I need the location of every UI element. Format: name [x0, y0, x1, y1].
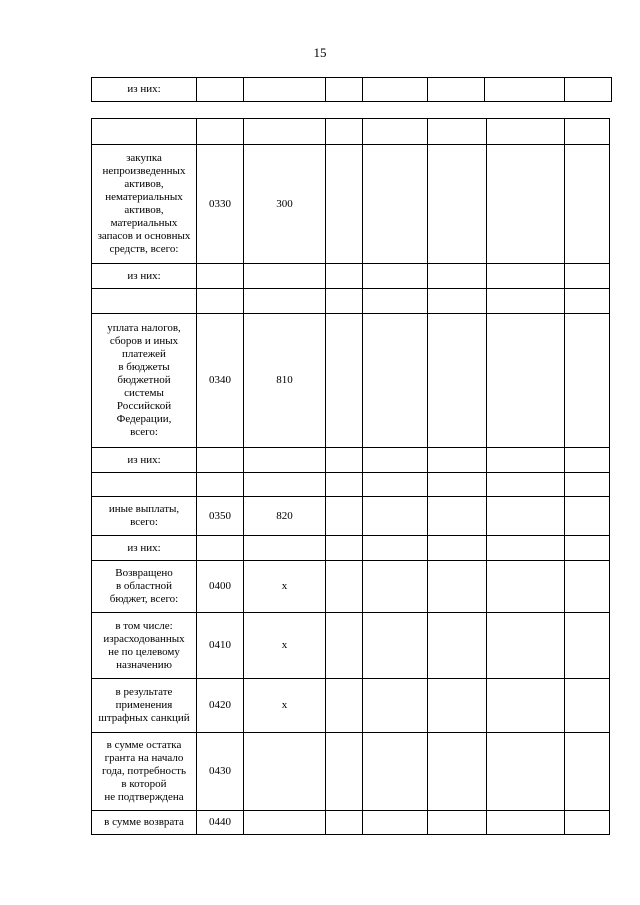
- row-label: [92, 473, 197, 497]
- row-code: [197, 289, 244, 314]
- empty-cell: [363, 497, 428, 536]
- row-code: 0330: [197, 145, 244, 264]
- empty-cell: [363, 811, 428, 835]
- empty-cell: [363, 145, 428, 264]
- row-code: 0340: [197, 314, 244, 448]
- empty-cell: [428, 264, 487, 289]
- table-row: [92, 264, 610, 289]
- empty-cell: [363, 289, 428, 314]
- empty-cell: [565, 448, 610, 473]
- row-label: иные выплаты, всего:: [92, 497, 197, 536]
- row-value: [244, 119, 326, 145]
- row-value: 810: [244, 314, 326, 448]
- empty-cell: [363, 561, 428, 613]
- table-row: [92, 448, 610, 473]
- row-value: x: [244, 561, 326, 613]
- empty-cell: [326, 473, 363, 497]
- row-value: [244, 289, 326, 314]
- empty-cell: [326, 733, 363, 811]
- empty-cell: [565, 679, 610, 733]
- table-row: [92, 289, 610, 314]
- empty-cell: [428, 536, 487, 561]
- row-label: из них:: [92, 448, 197, 473]
- row-code: 0440: [197, 811, 244, 835]
- table-row: [92, 811, 610, 835]
- empty-cell: [428, 733, 487, 811]
- empty-cell: [326, 264, 363, 289]
- empty-cell: [565, 145, 610, 264]
- page-number: 15: [313, 45, 327, 60]
- row-label: уплата налогов, сборов и иных платежей в бюджеты бюджетной системы Российской Федерации, всего:: [92, 314, 197, 448]
- table-row: [92, 561, 610, 613]
- empty-cell: [487, 536, 565, 561]
- table-row: [92, 145, 610, 264]
- empty-cell: [428, 811, 487, 835]
- row-code: 0410: [197, 613, 244, 679]
- empty-cell: [326, 314, 363, 448]
- row-code: 0350: [197, 497, 244, 536]
- row-code: [197, 119, 244, 145]
- empty-cell: [326, 119, 363, 145]
- empty-cell: [326, 613, 363, 679]
- row-code: 0430: [197, 733, 244, 811]
- empty-cell: [565, 473, 610, 497]
- empty-cell: [487, 811, 565, 835]
- empty-cell: [326, 811, 363, 835]
- row-value: [244, 448, 326, 473]
- row-value: x: [244, 613, 326, 679]
- row-code: [197, 448, 244, 473]
- empty-cell: [487, 733, 565, 811]
- table-row: [92, 613, 610, 679]
- empty-cell: [487, 561, 565, 613]
- row-code: 0420: [197, 679, 244, 733]
- empty-cell: [363, 264, 428, 289]
- empty-cell: [428, 613, 487, 679]
- row-code: [197, 473, 244, 497]
- empty-cell: [326, 497, 363, 536]
- row-label: из них:: [92, 78, 197, 102]
- row-value: x: [244, 679, 326, 733]
- empty-cell: [565, 811, 610, 835]
- empty-cell: [565, 561, 610, 613]
- empty-cell: [363, 314, 428, 448]
- row-value: [244, 473, 326, 497]
- row-code: [197, 264, 244, 289]
- row-label: из них:: [92, 264, 197, 289]
- empty-cell: [565, 733, 610, 811]
- empty-cell: [428, 561, 487, 613]
- empty-cell: [565, 613, 610, 679]
- empty-cell: [428, 289, 487, 314]
- table-row: [92, 733, 610, 811]
- empty-cell: [487, 679, 565, 733]
- empty-cell: [428, 448, 487, 473]
- empty-cell: [363, 679, 428, 733]
- empty-cell: [487, 264, 565, 289]
- empty-cell: [487, 613, 565, 679]
- empty-cell: [487, 448, 565, 473]
- row-label: в сумме возврата: [92, 811, 197, 835]
- table-row: [92, 119, 610, 145]
- row-label: в сумме остатка гранта на начало года, потребность в которой не подтверждена: [92, 733, 197, 811]
- row-value: [244, 536, 326, 561]
- empty-cell: [428, 119, 487, 145]
- empty-cell: [565, 289, 610, 314]
- row-label: в том числе: израсходованных не по целевому назначению: [92, 613, 197, 679]
- empty-cell: [326, 145, 363, 264]
- header-fragment-table: [91, 77, 612, 102]
- table-row: [92, 536, 610, 561]
- empty-cell: [565, 264, 610, 289]
- empty-cell: [363, 536, 428, 561]
- row-value: 820: [244, 497, 326, 536]
- empty-cell: [326, 536, 363, 561]
- empty-cell: [487, 473, 565, 497]
- empty-cell: [565, 314, 610, 448]
- empty-cell: [487, 314, 565, 448]
- empty-cell: [428, 497, 487, 536]
- row-label: закупка непроизведенных активов, нематериальных активов, материальных запасов и основных средств, всего:: [92, 145, 197, 264]
- row-value: [244, 264, 326, 289]
- row-label: Возвращено в областной бюджет, всего:: [92, 561, 197, 613]
- empty-cell: [326, 679, 363, 733]
- empty-cell: [363, 119, 428, 145]
- table-row: [92, 473, 610, 497]
- row-label: [92, 119, 197, 145]
- table-row: [92, 679, 610, 733]
- empty-cell: [565, 536, 610, 561]
- empty-cell: [363, 473, 428, 497]
- empty-cell: [487, 289, 565, 314]
- row-code: 0400: [197, 561, 244, 613]
- empty-cell: [487, 145, 565, 264]
- empty-cell: [428, 473, 487, 497]
- empty-cell: [363, 448, 428, 473]
- row-label: из них:: [92, 536, 197, 561]
- row-code: [197, 536, 244, 561]
- empty-cell: [363, 613, 428, 679]
- table-row: [92, 497, 610, 536]
- empty-cell: [487, 497, 565, 536]
- empty-cell: [487, 119, 565, 145]
- row-value: [244, 733, 326, 811]
- empty-cell: [363, 733, 428, 811]
- empty-cell: [326, 561, 363, 613]
- empty-cell: [428, 314, 487, 448]
- row-label: [92, 289, 197, 314]
- empty-cell: [326, 448, 363, 473]
- row-label: в результате применения штрафных санкций: [92, 679, 197, 733]
- empty-cell: [428, 679, 487, 733]
- row-value: 300: [244, 145, 326, 264]
- empty-cell: [565, 497, 610, 536]
- table-row: [92, 78, 612, 102]
- empty-cell: [565, 119, 610, 145]
- empty-cell: [428, 145, 487, 264]
- payments-table: [91, 118, 610, 835]
- row-value: [244, 811, 326, 835]
- empty-cell: [326, 289, 363, 314]
- table-row: [92, 314, 610, 448]
